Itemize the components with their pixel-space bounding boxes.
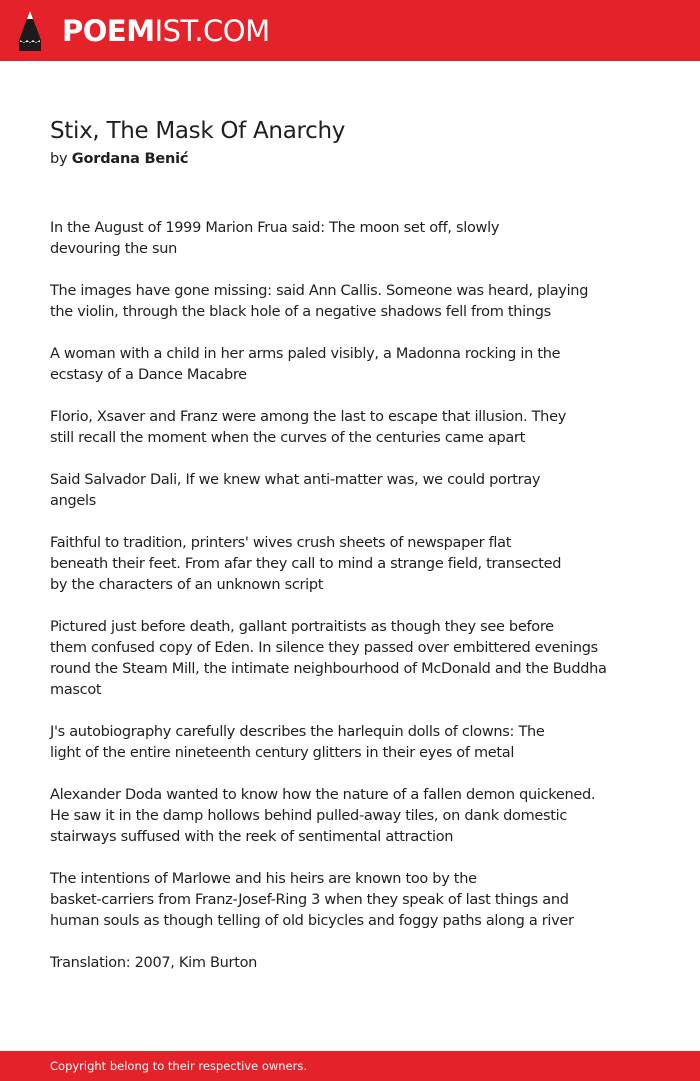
poem-stanza bbox=[50, 218, 650, 260]
poem-line: The images have gone missing: said Ann Callis. Someone was heard, playing bbox=[50, 283, 589, 299]
poem-line: stairways suffused with the reek of sentimental attraction bbox=[50, 829, 454, 845]
poem-line: ecstasy of a Dance Macabre bbox=[50, 367, 247, 383]
poem-line: Faithful to tradition, printers' wives crush sheets of newspaper flat bbox=[50, 535, 512, 551]
poem-stanza bbox=[50, 407, 650, 449]
poem-line: Alexander Doda wanted to know how the nature of a fallen demon quickened. bbox=[50, 787, 596, 803]
logo-text-light: IST.COM bbox=[154, 14, 270, 48]
author-name: Gordana Benić bbox=[71, 151, 189, 167]
poem-line: them confused copy of Eden. In silence they passed over embittered evenings bbox=[50, 640, 598, 656]
poem-line: basket-carriers from Franz-Josef-Ring 3 when they speak of last things and bbox=[50, 892, 569, 908]
poem-line: The intentions of Marlowe and his heirs are known too by the bbox=[50, 871, 477, 887]
poem-line: In the August of 1999 Marion Frua said: The moon set off, slowly bbox=[50, 220, 500, 236]
poem-line: angels bbox=[50, 493, 96, 509]
poem-line: by the characters of an unknown script bbox=[50, 577, 324, 593]
copyright-notice: Copyright belong to their respective owners. bbox=[50, 1059, 308, 1073]
by-label: by bbox=[50, 151, 72, 167]
poem-title: Stix, The Mask Of Anarchy bbox=[50, 118, 346, 144]
poem-body bbox=[50, 218, 650, 995]
site-header bbox=[0, 0, 700, 61]
poem-line: Said Salvador Dali, If we knew what anti-matter was, we could portray bbox=[50, 472, 541, 488]
poem-line: A woman with a child in her arms paled visibly, a Madonna rocking in the bbox=[50, 346, 561, 362]
poem-stanza bbox=[50, 533, 650, 596]
poem-line: round the Steam Mill, the intimate neighbourhood of McDonald and the Buddha bbox=[50, 661, 607, 677]
poem-stanza bbox=[50, 470, 650, 512]
poem-line: He saw it in the damp hollows behind pulled-away tiles, on dank domestic bbox=[50, 808, 568, 824]
poem-line: Translation: 2007, Kim Burton bbox=[50, 955, 258, 971]
poem-byline bbox=[50, 148, 188, 170]
poem-line: human souls as though telling of old bicycles and foggy paths along a river bbox=[50, 913, 574, 929]
poem-line: the violin, through the black hole of a negative shadows fell from things bbox=[50, 304, 551, 320]
logo-text-bold: POEM bbox=[62, 14, 155, 48]
poem-line: mascot bbox=[50, 682, 102, 698]
poem-line: devouring the sun bbox=[50, 241, 178, 257]
poem-line: still recall the moment when the curves of the centuries came apart bbox=[50, 430, 525, 446]
poem-stanza bbox=[50, 722, 650, 764]
poem-line: J's autobiography carefully describes the harlequin dolls of clowns: The bbox=[50, 724, 545, 740]
poem-line: beneath their feet. From afar they call to mind a strange field, transected bbox=[50, 556, 562, 572]
poem-stanza bbox=[50, 617, 650, 701]
poem-stanza bbox=[50, 953, 650, 974]
poem-line: Pictured just before death, gallant portraitists as though they see before bbox=[50, 619, 554, 635]
pencil-tip-icon[interactable] bbox=[18, 10, 42, 51]
poem-stanza bbox=[50, 281, 650, 323]
site-footer bbox=[0, 1051, 700, 1081]
poem-line: light of the entire nineteenth century glitters in their eyes of metal bbox=[50, 745, 515, 761]
poem-line: Florio, Xsaver and Franz were among the last to escape that illusion. They bbox=[50, 409, 566, 425]
poem-stanza bbox=[50, 869, 650, 932]
poem-stanza bbox=[50, 344, 650, 386]
poem-stanza bbox=[50, 785, 650, 848]
site-logo-link[interactable] bbox=[62, 13, 270, 49]
